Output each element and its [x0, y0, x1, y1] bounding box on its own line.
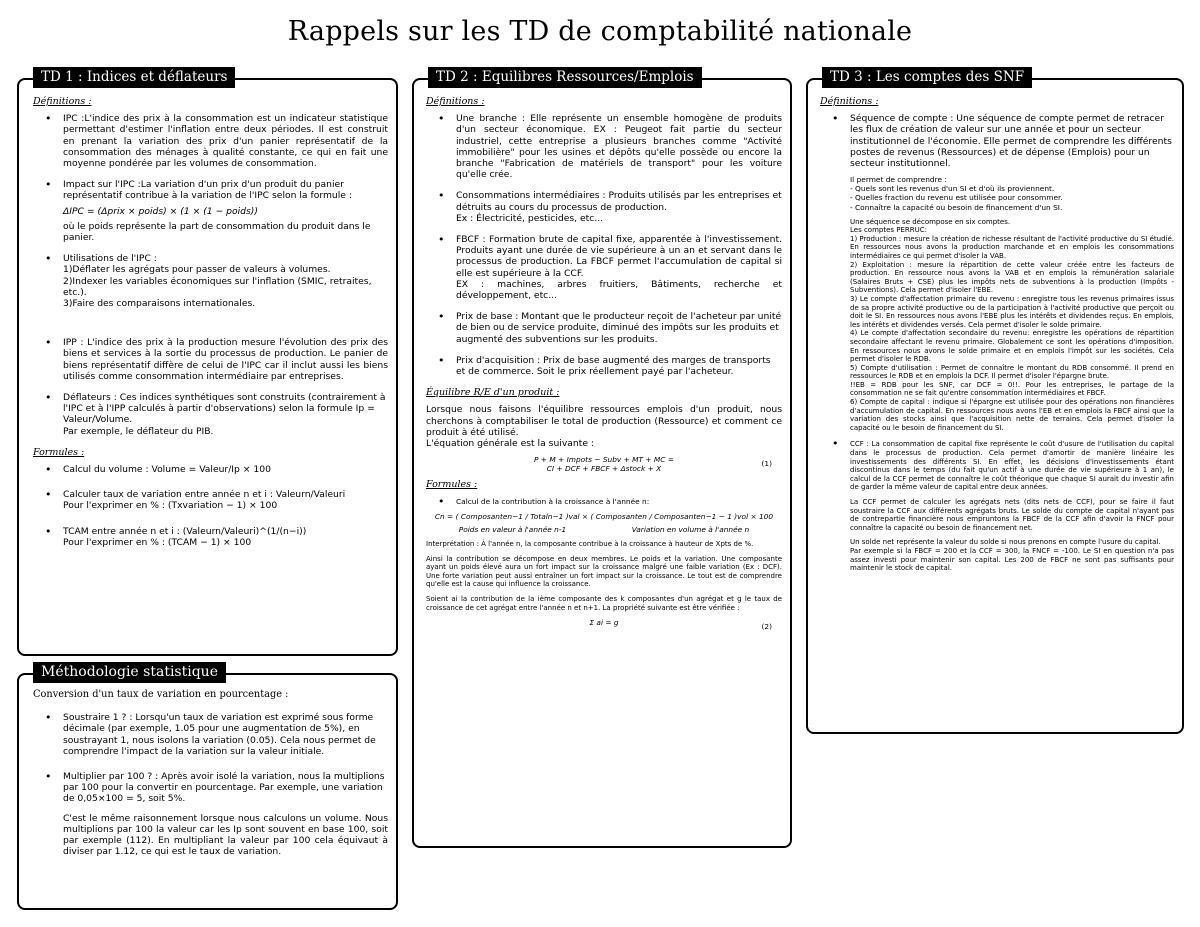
td2-equation-number: (1) — [761, 459, 772, 469]
td1-utilisations: • Utilisations de l'IPC : 1)Déflater les agrégats pour passer de valeurs à volumes. 2)Indexer les variables économiques sur l'inflation (SMIC, retraites, etc.). 3)Faire des comparaisons internationales. — [33, 253, 388, 309]
methodo-title: Méthodologie statistique — [33, 662, 226, 683]
td1-impact-note: où le poids représente la part de consommation du produit dans le panier. — [63, 220, 371, 244]
td1-box — [17, 69, 398, 656]
td2-contrib-labels — [426, 525, 782, 534]
td2-equation — [426, 455, 782, 473]
td1-deflateurs: • Déflateurs : Ces indices synthétiques sont construits (contrairement à l'IPC et à l'IPP calculés à partir d'observations) selon la formule Ip = Valeur/Volume. Par exemple, le déflateur du PIB. — [33, 392, 388, 437]
td1-formula-volume: • Calcul du volume : Volume = Valeur/Ip × 100 — [33, 464, 388, 475]
td2-equation-line1: P + M + Impots − Subv + MT + MC = — [533, 455, 675, 465]
methodo-subtitle: Conversion d'un taux de variation en pourcentage : — [33, 689, 289, 700]
td2-branche: • Une branche : Elle représente un ensemble homogène de produits d'un secteur économique. EX : Peugeot fait partie du secteur industriel, cette entreprise a plusieurs branches comme "Activité immobilière" pour les usines et dépôts qu'elle possède ou encore la branche "Fabrication de matériels de transport" pour les voiture qu'elle crée. — [426, 113, 782, 180]
td2-definitions-heading: Définitions : — [426, 96, 485, 107]
td2-equation-line2: CI + DCF + FBCF + Δstock + X — [546, 464, 662, 474]
methodo-box — [17, 664, 398, 910]
methodo-soustraire: • Soustraire 1 ? : Lorsqu'un taux de variation est exprimé sous forme décimale (par exemple, 1.05 pour une augmentation de 5%), en soustrayant 1, nous isolons la variation (0.05). Cela nous permet de comprendre l'impact de la variation sur la valeur initiale. — [33, 712, 388, 757]
td2-interpretation: Interprétation : À l'année n, la composante contribue à la croissance à hauteur de Xpts de %. — [426, 539, 754, 548]
td2-sum-block — [426, 618, 782, 632]
td2-sum-formula: Σ ai = g — [589, 618, 619, 628]
td3-ccf: • CCF : La consommation de capital fixe représente le coût d'usure de l'utilisation du capital dans le processus de production. Cela permet d'amortir de manière linéaire les investissements des différents SI. En effet, les décisions d'investissements étant discontinus dans le temps (du fait qu'un actif à une durée de vie supérieure à 1 an), le calcul de la CCF permet de connaître le coût théorique que chaque SI aurait du investir afin de garder la même valeur de capital entre deux années. — [820, 440, 1174, 492]
td2-contrib-label-variation: Variation en volume à l'année n — [631, 524, 750, 534]
td2-title: TD 2 : Equilibres Ressources/Emplois — [428, 67, 702, 88]
td1-impact-text: • Impact sur l'IPC :La variation d'un prix d'un produit du panier représentatif contribue à la variation de l'IPC selon la formule : — [63, 179, 352, 202]
td3-ccf-nets: La CCF permet de calculer les agrégats nets (dits nets de CCF), pour se faire il faut soustraire la CCF aux différents agrégats bruts. Le solde du compte de capital n'ayant pas de contrepartie financière nous empruntons la FBCF de la CCF afin d'avoir la FNCF pour connaître la capacité ou besoin de financement net. — [850, 498, 1174, 532]
td2-formules-heading: Formules : — [426, 479, 478, 491]
td1-title: TD 1 : Indices et déflateurs — [33, 67, 235, 88]
td1-definitions-heading: Définitions : — [33, 96, 92, 107]
td3-comptes: Une séquence se décompose en six comptes. Les comptes PERRUC: 1) Production : mesure la création de richesse résultant de l'activité productive du SI étudié. En ressources nous avons la production marchande et en emplois les consommations intermédiaires ce qui permet d'isoler la VAB. 2) Exploitation : mesure la répartition de cette valeur créée entre les facteurs de production. En ressource nous avons la VAB et en emplois la rémunération salariale (Salaires Bruts + CSE) plus les impôts nets de subventions à la production (Impôts -Subventions). Cela permet d'isoler l'EBE. 3) Le compte d'affectation primaire du revenu : enregistre tous les revenus primaires issus de sa propre activité productive ou de la participation à l'activité productive que perçoit ou doit le SI. En ressources nous avons l'EBE plus les intérêts et dividendes reçus. En emplois, les intérêts et dividendes versés. Cela permet d'isoler le solde primaire. 4) Le compte d'affectation secondaire du revenu: enregistre les opérations de répartition secondaire affectant le revenu primaire. Globalement ce sont les opérations d'imposition. En ressources nous avons le solde primaire et en emplois l'impôt sur les sociétés. Cela permet d'isoler le RDB. 5) Compte d'utilisation : Permet de connaître le montant du RDB consommé. Il prend en ressources le RDB et en emplois la DCF. Il permet d'isoler l'épargne brute. !!EB = RDB pour les SNF, car DCF = 0!!. Pour les entreprises, le partage de la consommation ne se fait qu'entre consommation intermédiaires et FBCF. 6) Compte de capital : indique si l'épargne est utilisée pour des opérations non financières d'accumulation de capital. En ressources nous avons l'EB et en emplois la FBCF ainsi que la variation des stocks ainsi que l'acquisition nette de terrains. Cela permet d'isoler la capacité ou le besoin de financement du SI. — [850, 217, 1174, 432]
td2-equilibre-heading: Équilibre R/E d'un produit : — [426, 387, 560, 399]
td3-definitions-heading: Définitions : — [820, 96, 879, 107]
td1-formula-tcam: • TCAM entre année n et i : (Valeurn/Valeuri)^(1/(n−i)) Pour l'exprimer en % : (TCAM − 1) × 100 — [33, 526, 388, 548]
td2-soient: Soient ai la contribution de la ième composante des k composantes d'un agrégat et g le taux de croissance de cet agrégat entre l'année n et n+1. La propriété suivante est être vérifiée : — [426, 594, 782, 612]
td2-box — [412, 69, 792, 848]
methodo-raisonnement: C'est le même raisonnement lorsque nous calculons un volume. Nous multiplions par 100 la valeur car les Ip sont souvent en base 100, soit par exemple (112). En multipliant la valeur par 100 cela équivaut à diviser par 1.12, ce qui est le taux de variation. — [63, 812, 388, 858]
td1-formula-variation: • Calculer taux de variation entre année n et i : Valeurn/Valeuri Pour l'exprimer en % : (Txvariation − 1) × 100 — [33, 489, 388, 511]
td2-sum-number: (2) — [761, 622, 772, 632]
td2-contrib-title: • Calcul de la contribution à la croissance à l'année n: — [426, 497, 782, 506]
td2-fbcf: • FBCF : Formation brute de capital fixe, apparentée à l'investissement. Produits ayant une durée de vie supérieure à un an et servant dans le processus de production. La FBCF permet l'accumulation de capital si elle est supérieure à la CCF. EX : machines, arbres fruitiers, Bâtiments, recherche et développement, etc... — [426, 234, 782, 301]
td2-contrib-label-poids: Poids en valeur à l'année n-1 — [458, 524, 567, 534]
td2-prix-base: • Prix de base : Montant que le producteur reçoit de l'acheteur par unité de bien ou de service produite, diminué des impôts sur les produits et augmenté des subventions sur les produits. — [426, 311, 782, 345]
td2-ci: • Consommations intermédiaires : Produits utilisés par les entreprises et détruits au cours du processus de production. Ex : Électricité, pesticides, etc... — [426, 190, 782, 224]
td1-impact-formula: ΔIPC = (Δprix × poids) × (1 × (1 − poids)) — [63, 205, 258, 217]
td3-box — [806, 69, 1184, 734]
methodo-multiplier: • Multiplier par 100 ? : Après avoir isolé la variation, nous la multiplions par 100 pour la convertir en pourcentage. Par exemple, une variation de 0,05×100 = 5, soit 5%. — [33, 771, 388, 805]
td1-impact — [33, 179, 388, 243]
page-title: Rappels sur les TD de comptabilité nationale — [287, 16, 913, 47]
td3-sequence: • Séquence de compte : Une séquence de compte permet de retracer les flux de création de valeur sur une année et pour un secteur institutionnel de l'économie. Elle permet de comprendre les différents postes de revenus (Ressources) et de dépense (Emplois) pour un secteur institutionnel. — [820, 113, 1174, 169]
td1-ipc: • IPC :L'indice des prix à la consommation est un indicateur statistique permettant d'estimer l'inflation entre deux périodes. Il est construit en prenant la variation des prix d'un panier représentatif de la consommation des ménages à qualité constante, ce qui en fait une moyenne pondérée par les volumes de consommation. — [33, 113, 388, 169]
td2-contrib-formula: Cn = ( Composanten−1 / Totaln−1 )val × ( Composanten / Composanten−1 − 1 )vol × 100 — [434, 511, 774, 521]
td2-contrib-formula-block — [426, 512, 782, 534]
td3-title: TD 3 : Les comptes des SNF — [822, 67, 1032, 88]
td3-permet: Il permet de comprendre : - Quels sont les revenus d'un SI et d'où ils proviennent. - Quelles fraction du revenu est utilisée pour consommer. - Connaître la capacité ou besoin de financement d'un SI. — [850, 175, 1063, 212]
td2-prix-acquisition: • Prix d'acquisition : Prix de base augmenté des marges de transports et de commerce. Soit le prix réellement payé par l'acheteur. — [426, 355, 782, 377]
td2-ainsi: Ainsi la contribution se décompose en deux membres. Le poids et la variation. Une composante ayant un poids élevé aura un fort impact sur la croissance malgré une faible variation (Ex : DCF). Une forte variation peut aussi entraîner un fort impact sur la croissance. Le tout est de comprendre qu'elle est la cause qui influence la croissance. — [426, 554, 782, 589]
td1-formules-heading: Formules : — [33, 446, 85, 458]
td1-ipp: • IPP : L'indice des prix à la production mesure l'évolution des prix des biens et services à la sortie du processus de production. Le panier de biens représentatif diffère de celui de l'IPC car il inclut aussi les biens utilisés comme consommation intermédiaire par entreprises. — [33, 337, 388, 382]
td2-equilibre-text: Lorsque nous faisons l'équilibre ressources emplois d'un produit, nous cherchons à comptabiliser le total de production (Ressource) et comment ce produit à été utilisé. L'équation générale est la suivante : — [426, 404, 782, 450]
td3-solde-net: Un solde net représente la valeur du solde si nous prenons en compte l'usure du capital. Par exemple si la FBCF = 200 et la CCF = 300, la FNCF = -100. Le SI en question n'a pas assez investi pour maintenir son capital. Les 200 de FBCF ne sont pas suffisants pour maintenir le stock de capital. — [850, 538, 1174, 573]
